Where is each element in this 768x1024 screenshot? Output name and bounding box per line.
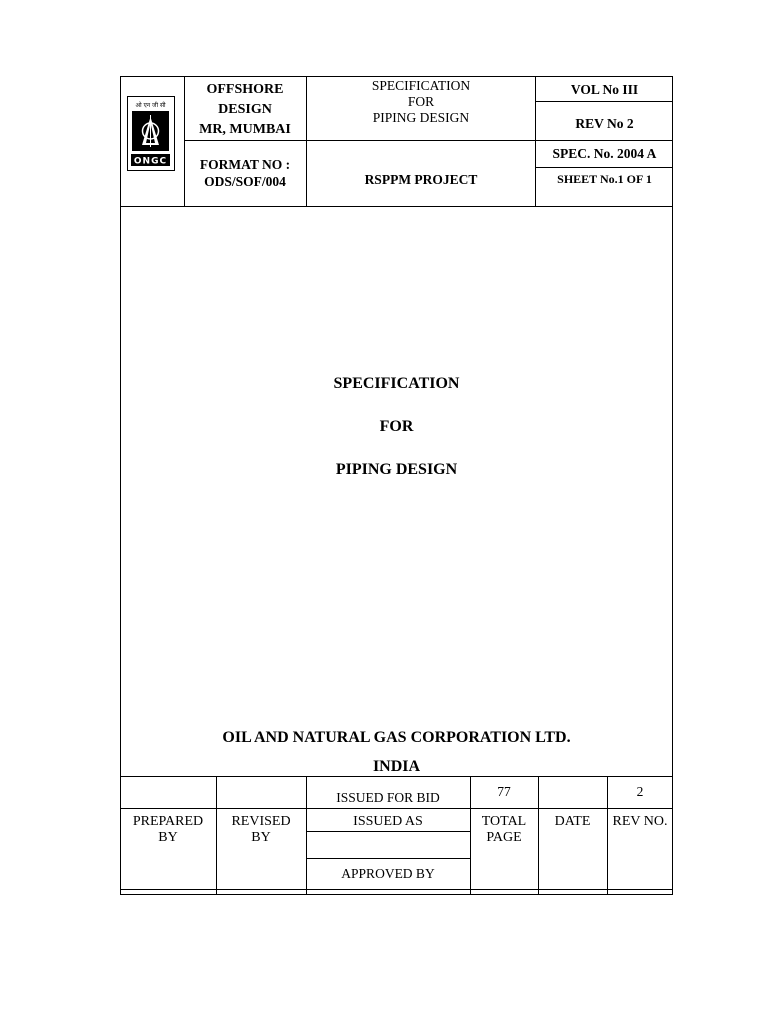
total-page-line: TOTAL — [481, 814, 527, 829]
org-line: OFFSHORE — [206, 82, 284, 97]
vol-no: VOL No III — [570, 82, 639, 97]
total-page-value: 77 — [497, 784, 511, 799]
footer-divider — [120, 808, 673, 809]
company-country: INDIA — [372, 758, 421, 775]
header-divider — [306, 76, 307, 207]
issued-for-bid: ISSUED FOR BID — [336, 790, 440, 805]
header-title-line: FOR — [407, 94, 435, 109]
header-bottom-rule — [120, 206, 673, 207]
header-title-line: PIPING DESIGN — [372, 110, 470, 125]
main-title-line: PIPING DESIGN — [335, 461, 458, 478]
header-title-line: SPECIFICATION — [371, 78, 471, 93]
date-label: DATE — [554, 814, 591, 829]
sheet-no: SHEET No.1 OF 1 — [557, 172, 652, 186]
logo-hindi-text: ओ एन जी सी — [135, 102, 166, 109]
header-divider — [184, 140, 673, 141]
rev-value: 2 — [636, 784, 644, 799]
total-page-label — [470, 814, 538, 846]
revised-by-line: BY — [251, 830, 271, 845]
format-no-block — [186, 156, 304, 190]
prepared-by-line: PREPARED — [132, 814, 204, 829]
header-title-block — [308, 78, 534, 126]
header-divider — [184, 76, 185, 207]
project-name: RSPPM PROJECT — [364, 172, 478, 187]
spec-no: SPEC. No. 2004 A — [552, 146, 657, 161]
format-no-value: ODS/SOF/004 — [204, 174, 286, 189]
revised-by-line: REVISED — [231, 814, 291, 829]
revised-by-label — [216, 814, 306, 846]
rev-no: REV No 2 — [575, 116, 634, 131]
header-divider — [535, 101, 673, 102]
company-name: OIL AND NATURAL GAS CORPORATION LTD. — [222, 729, 571, 746]
org-line: MR, MUMBAI — [199, 122, 291, 137]
rev-no-label: REV NO. — [612, 814, 668, 829]
org-block — [186, 80, 304, 140]
total-page-line: PAGE — [486, 830, 522, 845]
footer-divider — [120, 889, 673, 890]
format-no-label: FORMAT NO : — [199, 157, 291, 172]
header-divider — [535, 167, 673, 168]
main-title-line: FOR — [379, 418, 414, 435]
org-line: DESIGN — [218, 102, 272, 117]
footer-top-rule — [120, 776, 673, 777]
logo-brand-text: ONGC — [133, 156, 168, 167]
approved-by-label: APPROVED BY — [341, 866, 435, 881]
header-divider — [535, 76, 536, 207]
main-title-line: SPECIFICATION — [333, 375, 460, 392]
footer-divider — [306, 831, 470, 832]
issued-as-label: ISSUED AS — [353, 814, 423, 829]
ongc-logo — [127, 96, 175, 171]
prepared-by-line: BY — [158, 830, 178, 845]
prepared-by-label — [120, 814, 216, 846]
footer-divider — [306, 858, 470, 859]
ongc-logo-icon — [128, 97, 173, 169]
footer-divider — [538, 776, 539, 894]
